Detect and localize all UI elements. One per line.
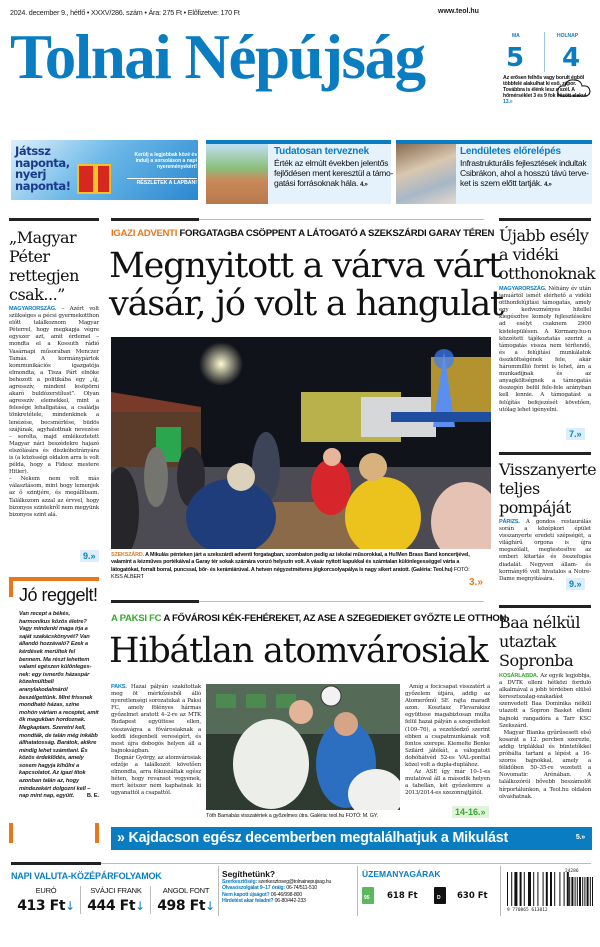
barcode-bar xyxy=(575,877,576,906)
good-morning-column xyxy=(9,577,99,843)
barcode-bar xyxy=(559,872,560,906)
fx-value: 413 Ft xyxy=(17,898,66,914)
promo-line: naponta! xyxy=(15,178,71,193)
promo-text: Kerülj a legjobbak közé és indulj a sorsoláson a napi nyereményekért! xyxy=(134,152,197,171)
arrow-down-icon: ↓ xyxy=(205,899,215,913)
caption-text: Tóth Barnabás visszatértek a győzelmes útra. Galéria: teol.hu xyxy=(206,813,345,819)
fx-currency: SVÁJCI FRANK xyxy=(90,886,142,895)
main-headline-line: Megnyitott a várva várt xyxy=(109,246,501,286)
help-label: Nem kapott újságot? xyxy=(222,891,270,898)
promo-headline xyxy=(15,146,71,192)
right-article-2-page-ref[interactable]: 9.» xyxy=(566,578,585,590)
barcode-bar xyxy=(546,872,548,906)
right-article-1-headline[interactable]: Újabb esély a vidéki otthonoknak xyxy=(499,226,596,283)
sport-text: Amíg a focicsapat visszatért a győzelem útjára, addig az Atomerőmű SE rajta maradt azon. Kosztasz Flevarakisz együttese magabiztosan múlta felül hazai pályán a szegedieket (109–76), a vezetőedző szerint ebben a csapatmunkának volt fontos szerepe. Kiemelte Benke Szilárd játékát, a válogatott dobóhátvéd 52-es VAL-ponttal közel volt a dupla-duplához. xyxy=(405,684,491,769)
sport-photo-caption xyxy=(206,813,406,820)
sport-article-col2 xyxy=(405,684,490,798)
teaser-title: Tudatosan terveznek xyxy=(274,146,369,157)
column-frame xyxy=(95,823,99,843)
right-article-3-headline[interactable]: Baa nélkül utaztak Sopronba xyxy=(499,613,580,670)
help-line xyxy=(222,898,352,904)
barcode-bar xyxy=(592,877,593,906)
right-article-3-body xyxy=(499,673,591,801)
website-link[interactable]: www.teol.hu xyxy=(438,8,479,15)
help-phone[interactable]: 06-46/998-800 xyxy=(270,891,302,898)
section-rule xyxy=(11,862,101,865)
left-article-body xyxy=(9,306,99,566)
help-label: Szerkesztőség: xyxy=(222,879,257,885)
promo-line: Játssz xyxy=(15,144,51,158)
right-article-1-text: Néhány év után januártól ismét elérhető a vidéki otthonfelújítási támogatás, amely egy kedvezményes hitellel kiegészítve komoly fejlesztésekre ad esélyt csaknem 2900 kistelepülésen. A Kormany.hu-n közzétett tájékoztatás szerint a támogatás vissza nem térítendő, és a felújítási munkálatok összköltségének fele, akár hárommillió forint is lehet, ám a munkadíjnak és az anyagköltségnek a támogatás összegén belül fele-fele arányban kell lennie. A támogatást a felújítás befejezését követően, utólag lehet igényelni. xyxy=(499,286,591,413)
barcode-bar xyxy=(543,872,544,906)
teaser-page-ref[interactable]: 4.» xyxy=(544,182,552,189)
main-photo-christmas-market[interactable] xyxy=(111,337,491,549)
barcode-bar xyxy=(507,872,508,906)
help-box xyxy=(222,869,352,905)
column-author: B. E. xyxy=(86,793,99,800)
help-phone[interactable]: 06-74/511-510 xyxy=(286,885,317,892)
section-rule xyxy=(499,218,591,221)
sport-text: Az ASE így már 10–1-es mutatóval áll a második helyen a tabellán, két győzelemre a 2013/2014-es szezonrajtjától. xyxy=(405,769,490,797)
teaser-line: ket is szem előtt tartják. xyxy=(460,178,542,189)
barcode-bar xyxy=(582,877,583,906)
weather-today-temp: 5 xyxy=(506,43,525,73)
barcode-issue: 24286 xyxy=(565,869,579,874)
barcode-bar xyxy=(584,877,585,906)
barcode-bar xyxy=(571,877,573,906)
teaser-body xyxy=(274,158,394,191)
arrow-down-icon: ↓ xyxy=(135,899,145,913)
gift-box-icon xyxy=(77,164,111,194)
fuel-price-diesel: 630 Ft xyxy=(457,891,488,901)
barcode-bar xyxy=(554,872,555,906)
promo-banner[interactable] xyxy=(11,140,198,200)
weather-page-ref[interactable]: 13.» xyxy=(503,99,513,106)
photo-credit: FOTÓ: M. GY. xyxy=(345,813,378,819)
column-frame xyxy=(9,577,13,597)
teaser-line: Érték az elmúlt években jelentős xyxy=(274,158,389,168)
weather-forecast xyxy=(503,75,595,105)
right-article-3-place: KOSÁRLABDA. xyxy=(499,673,539,679)
barcode-bar xyxy=(524,872,525,906)
arrow-down-icon: ↓ xyxy=(65,899,75,913)
divider xyxy=(357,866,358,916)
main-article-page-ref[interactable]: 3.» xyxy=(469,577,483,588)
weather-tomorrow-label: HOLNAP xyxy=(557,33,579,39)
barcode-bar xyxy=(514,872,517,906)
sport-article-page-ref[interactable]: 14-16.» xyxy=(452,806,489,818)
section-rule xyxy=(9,218,99,221)
teaser-body xyxy=(460,158,592,191)
main-kicker xyxy=(111,228,494,239)
fx-title: NAPI VALUTA-KÖZÉPÁRFOLYAMOK xyxy=(11,871,162,881)
fuel-type: 95 xyxy=(364,895,370,901)
weather-tomorrow-temp: 4 xyxy=(562,43,581,73)
fx-item-gbp xyxy=(152,886,220,914)
section-rule xyxy=(111,218,199,221)
barcode-bar xyxy=(567,877,568,906)
barcode-bar xyxy=(528,872,531,906)
barcode-bar xyxy=(569,877,570,906)
help-label: Olvasószolgálat 9–17 óráig: xyxy=(222,885,285,892)
main-headline[interactable] xyxy=(109,247,503,323)
column-frame xyxy=(9,577,99,581)
right-article-2-body xyxy=(499,519,591,583)
section-hairline xyxy=(199,601,484,602)
help-email[interactable]: szerkesztoseg@tolnainepujsag.hu xyxy=(258,879,332,885)
weather-today-label: MA xyxy=(512,33,520,39)
masthead: Tolnai Népújság xyxy=(10,22,425,92)
football-match-illustration xyxy=(206,684,400,810)
barcode xyxy=(505,870,595,914)
teaser-line: fejlődésen ment keresztül a támo- xyxy=(274,168,394,179)
teaser-2[interactable] xyxy=(396,140,592,204)
left-article-headline[interactable]: „Magyar Péter rettegjen csak...” xyxy=(9,228,79,304)
barcode-bar xyxy=(533,872,534,906)
photo-credit: FOTÓ: KISS ALBERT xyxy=(111,566,470,580)
banner-text: » Kajdacson egész decemberben megtalálhatjuk a Mikulást xyxy=(117,830,509,846)
teaser-photo-meeting xyxy=(396,144,456,204)
right-article-2-text: A gondos restaurálás során a középkori épület visszanyerte eredeti szépségét, a világhírű orgona is újra megszólalt, megtestesítve az emberi kitartás és összefogás diadalát. Negyven állam- és kormányfő volt hivatalos a Notre-Dame megnyitására. xyxy=(499,519,591,582)
section-rule xyxy=(499,605,591,608)
right-article-3-text: Az egyik legjobbja, a DVTK elleni hétközi forduló alkalmával a jobb térdében elülső keresztszalag-szakadást szenvedett Baa Dominika nélkül utazott a Sopron Basket elleni bajnoki rangadóra a Tarr KSC Szekszárd. xyxy=(499,673,592,729)
column-title: Jó reggelt! xyxy=(19,585,98,605)
fx-item-chf xyxy=(82,886,150,914)
fuel-price-95: 618 Ft xyxy=(387,891,418,901)
fx-currency: ANGOL FONT xyxy=(162,886,210,895)
barcode-bar xyxy=(587,877,589,906)
right-article-1-place: MAGYARORSZÁG. xyxy=(499,286,547,292)
caption-text: A Mikulás pénteken járt a szekszárdi adventi forgatagban, szombaton pedig az iskolai műsorokkal, a Hu!Men Brass Band koncertjével, valamint a kézműves portékáival a Garay tér sokak számára vonzó helyszín volt. A vásár nyitott kapukkal és számtalan különlegességgel várta a látogatókat, forralt borral, puncssal, bőr- és kerámiárúval. A hetven négyzetméteres jégkorcsolyapálya is nagy sikert aratott. (Galéria: Teol.hu) xyxy=(111,552,470,573)
fx-value: 444 Ft xyxy=(87,898,136,914)
fuel-prices xyxy=(362,885,502,909)
teaser-1[interactable] xyxy=(206,140,394,204)
teaser-line: Infrastrukturális fejlesztések indultak xyxy=(460,158,587,168)
fuel-pump-diesel-icon xyxy=(434,887,446,904)
barcode-bar xyxy=(577,877,578,906)
barcode-bar xyxy=(520,872,522,906)
teaser-page-ref[interactable]: 4.» xyxy=(360,182,368,189)
help-title: Segíthetünk? xyxy=(222,869,276,879)
barcode-bar xyxy=(590,877,591,906)
teaser-photo-football xyxy=(206,144,268,204)
promo-line: nyerj xyxy=(15,167,47,181)
fx-item-eur xyxy=(12,886,80,914)
section-rule xyxy=(111,600,199,603)
divider xyxy=(500,866,501,916)
bottom-banner[interactable] xyxy=(111,827,592,850)
sport-kicker xyxy=(111,613,506,624)
fx-currency: EURÓ xyxy=(35,886,57,895)
left-article-text: – Azért volt szükséges a pécsi gyermekotthon előtt találkoznom Magyar Péterrel, hogy megkapja végre egyszer azt, amit érdemel – mondta el a Kossuth rádió Vasárnapi műsorában Menczer Tamás. A kormánypártok kommunikációs igazgatója elmondta, a Tisza Párt elnöke behozott a politikába egy „új, agresszív, mindent lesöpörni akaró buldózerstílust”. Olyan agresszív elemekkel, mint a felesége lehallgatása, a családja tönkretétele, mindenkinek a lenézése, becsmérlése, büdös szájúnak, agyhalottnak nevezése – sorolta, majd emlékeztetett Magyar náci beszédekre hajazó elszólására és diszkóbotrányára is (a közösségi oldalon arra is volt példa, hogy a Fidesz mestere Hitler). xyxy=(9,306,99,476)
sport-text: Hazai pályán szakítottak meg öt mérkőzésből álló nyeretlenségi sorozatukat a Paksi FC, amely fölényes hármas győzelmet aratott 4–2-re az MTK Budapest együttese ellen, visszavágva a fővárosiaknak a keddi idegenbeli vereségért, és most újra dobogós helyen áll a bajnokságban. xyxy=(111,684,201,754)
help-label: Hirdetést akar feladni? xyxy=(222,898,274,905)
banner-page-ref: 5.» xyxy=(575,834,585,841)
barcode-bar xyxy=(537,872,538,906)
caption-place: SZEKSZÁRD. xyxy=(111,552,144,558)
teaser-line: Csibrákon, ahol a hosszú távú terve- xyxy=(460,168,589,179)
fuel-pump-95-icon xyxy=(362,887,374,904)
fuel-type: D xyxy=(437,895,441,901)
divider xyxy=(80,886,81,914)
sport-photo-football[interactable] xyxy=(206,684,400,810)
left-article-text: – Nekem nem volt más választásom, mint hogy lemenjek az ő szintjére, és megállítsam. Találkozom azzal az érvvel, hogy bizonyos szintekről nem megyünk bizonyos szint alá. xyxy=(9,476,99,518)
fuel-title: ÜZEMANYAGÁRAK xyxy=(362,869,441,879)
sport-text: Bognár György, az atomvárosiak edzője a találkozót követően elmondta, arra fókuszáltak egész héten, hogy revansot vegyenek, mert kétszer nem kaphatnak ki ugyanattól a csapattól. xyxy=(111,754,201,797)
promo-line: naponta, xyxy=(15,155,70,170)
main-kicker-text: FORGATAGBA CSÖPPENT A LÁTOGATÓ A SZEKSZÁRDI GARAY TÉREN xyxy=(179,228,495,239)
christmas-market-illustration xyxy=(111,337,491,549)
column-text: Van recept a békés, harmonikus közös életre? Vagy mindenki maga írja a saját szakácskönyvét? Van állandó hozzávaló? Ezek a kérdések merültek fel bennem. Ma részt lehettem valami egészen különleges-nek: egy ismerős házaspár közelmúltbeli aranylakodalmáról beszélgettünk. Mint frissnek mondható házas, színe mohón vártam a receptet, amit ők magukban hordoznak. Megkaptam. Szeretni kell, mondták, de talán még inkább állhatatosság. Barátok, akikre mindig lehet számítani. És közös érdeklődés, amely sosem hagyja kihűlni a kapcsolatot. Az igazi titok azonban talán az, hogy mindezekért dolgozni kell – nap mint nap, együtt. xyxy=(19,611,99,800)
main-headline-line: vásár, jó volt a hangulat xyxy=(109,284,503,324)
left-article-page-ref[interactable]: 9.» xyxy=(80,550,99,562)
fx-value: 498 Ft xyxy=(157,898,206,914)
barcode-number: 9 770865 613012 xyxy=(507,908,548,913)
section-rule xyxy=(499,452,591,455)
barcode-bar xyxy=(511,872,512,906)
weather-divider xyxy=(544,32,545,72)
section-hairline xyxy=(101,863,591,864)
right-article-1-page-ref[interactable]: 7.» xyxy=(566,428,585,440)
sport-article-col1 xyxy=(111,684,201,798)
sport-kicker-text: A FŐVÁROSI KÉK-FEHÉREKET, AZ ASE A SZEGEDIEKET GYŐZTE LE OTTHON xyxy=(163,613,507,624)
barcode-bars xyxy=(505,870,595,910)
promo-cta[interactable]: RÉSZLETEK A LAPBAN! xyxy=(127,178,197,186)
right-article-2-headline[interactable]: Visszanyerte teljes pompáját xyxy=(499,460,597,517)
barcode-bar xyxy=(564,872,565,906)
barcode-bar xyxy=(579,877,581,906)
weather-text: Az erősen felhős vagy borult égből többfelé alakulhat ki eső, zápor. Továbbra is élénk lesz a szél. A hőmérséklet 3 és 9 fok között alakul. xyxy=(503,75,588,100)
barcode-bar xyxy=(550,872,552,906)
sport-headline[interactable]: Hibátlan atomvárosiak xyxy=(109,631,488,671)
teaser-title: Lendületes előrelépés xyxy=(460,146,561,157)
column-body xyxy=(19,611,99,801)
issue-line: 2024. december 9., hétfő • XXXV/286. szám • Ára: 275 Ft • Előfizetve: 170 Ft xyxy=(10,8,240,17)
sport-kicker-tag: A PAKSI FC xyxy=(111,613,162,624)
right-article-1-body xyxy=(499,286,591,414)
section-hairline xyxy=(199,219,484,220)
sport-place: PAKS. xyxy=(111,684,127,690)
divider xyxy=(218,866,219,916)
teaser-line: gatási forrásoknak hála. xyxy=(274,178,359,189)
right-article-2-place: PÁRIZS. xyxy=(499,519,520,525)
column-frame xyxy=(9,823,13,843)
main-photo-caption xyxy=(111,552,476,581)
right-article-3-text: Magyar Bianka gyűrűsesett első kosarát a 12. percben szerezte, addig triplákkal és büntetőkkel próbálta tartani a lépést a 16-szoros bajnokkal, amely a félidőben 50–35-re vezetett a Novomatic Arénában. A találkozóról bővebb beszámolót hírportálunkon, a Teol.hu oldalon olvashatnak. xyxy=(499,729,591,800)
help-phone[interactable]: 06-80/442-233 xyxy=(274,898,306,905)
main-kicker-tag: IGAZI ADVENTI xyxy=(111,228,178,239)
left-article-place: MAGYARORSZÁG. xyxy=(9,306,57,312)
divider xyxy=(150,886,151,914)
